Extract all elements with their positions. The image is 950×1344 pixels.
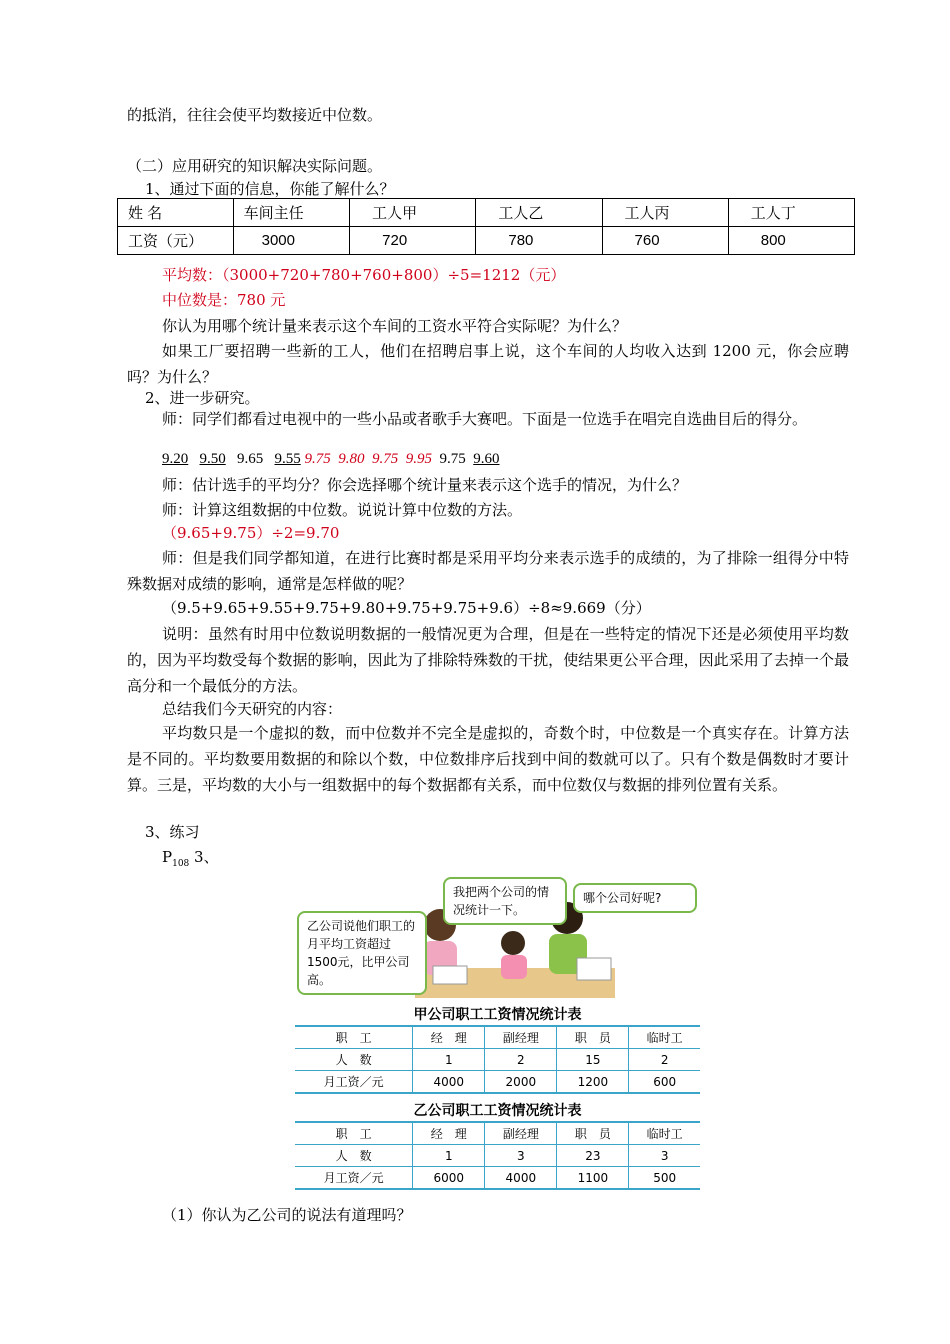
score-item: 9.75 <box>372 451 399 467</box>
teacher-line-2: 师：估计选手的平均分？你会选择哪个统计量来表示这个选手的情况，为什么？ <box>162 476 688 494</box>
question-2: 如果工厂要招聘一些新的工人，他们在招聘启事上说，这个车间的人均收入达到 1200 元，你会应聘吗？为什么？ <box>127 342 849 386</box>
table-a-title: 甲公司职工工资情况统计表 <box>413 1007 582 1023</box>
score-item: 9.95 <box>405 451 432 467</box>
table-b-title: 乙公司职工工资情况统计表 <box>413 1103 582 1119</box>
summary-body: 平均数只是一个虚拟的数，而中位数并不完全是虚拟的，奇数个时，中位数是一个真实存在。计算方法是不同的。平均数要用数据的和除以个数，中位数排序后找到中间的数就可以了。只有个数是偶数时才要计算。三是，平均数的大小与一组数据中的每个数据都有关系，而中位数仅与数据的排列位置有关系。 <box>127 724 849 794</box>
section-heading: （二）应用研究的知识解决实际问题。 <box>127 157 383 175</box>
score-item: 9.50 <box>199 451 226 467</box>
score-item: 9.75 <box>439 451 466 467</box>
text-line: 的抵消，往往会使平均数接近中位数。 <box>127 106 383 124</box>
company-b-table <box>295 1121 700 1190</box>
score-list <box>162 446 884 472</box>
average-result: 平均数：（3000+720+780+760+800）÷5=1212（元） <box>162 266 566 284</box>
score-item: 9.60 <box>473 451 500 467</box>
practice-heading: 3、练习 <box>145 823 200 841</box>
question-1: 你认为用哪个统计量来表示这个车间的工资水平符合实际呢？为什么？ <box>162 317 628 335</box>
page-reference: $P_{108}$ 3、 <box>162 848 219 869</box>
speech-bubble-middle: 我把两个公司的情况统计一下。 <box>443 877 567 925</box>
table-row: 职 工 经 理 副经理 职 员 临时工 <box>295 1122 700 1145</box>
table-row: 姓 名 车间主任 工人甲 工人乙 工人丙 工人丁 <box>118 199 855 227</box>
teacher-line-1: 师：同学们都看过电视中的一些小品或者歌手大赛吧。下面是一位选手在唱完自选曲目后的得分。 <box>162 410 808 428</box>
speech-bubble-right: 哪个公司好呢? <box>573 883 697 913</box>
score-item: 9.55 <box>274 451 301 467</box>
task-heading: 1、通过下面的信息，你能了解什么？ <box>145 180 395 198</box>
wage-table <box>117 198 855 255</box>
table-row: 月工资／元 6000 4000 1100 500 <box>295 1167 700 1190</box>
textbook-illustration <box>295 873 700 1188</box>
final-question: （1）你认为乙公司的说法有道理吗？ <box>162 1206 412 1224</box>
summary-heading: 总结我们今天研究的内容： <box>162 700 343 718</box>
median-result: 中位数是：780 元 <box>162 291 286 309</box>
explanation: 说明：虽然有时用中位数说明数据的一般情况更为合理，但是在一些特定的情况下还是必须使用平均数的，因为平均数受每个数据的影响，因此为了排除特殊数的干扰，使结果更公平合理，因此采用了去掉一个最高分和一个最低分的方法。 <box>127 625 849 695</box>
score-item: 9.80 <box>338 451 365 467</box>
table-row: 工资（元） 3000 720 780 760 800 <box>118 227 855 255</box>
table-row: 人 数 1 3 23 3 <box>295 1145 700 1167</box>
median-calc: （9.65+9.75）÷2=9.70 <box>162 524 340 542</box>
table-row: 人 数 1 2 15 2 <box>295 1049 700 1071</box>
speech-bubble-left: 乙公司说他们职工的月平均工资超过1500元，比甲公司高。 <box>297 911 427 995</box>
score-item: 9.65 <box>237 451 264 467</box>
teacher-line-4: 师：但是我们同学都知道，在进行比赛时都是采用平均分来表示选手的成绩的，为了排除一组得分中特殊数据对成绩的影响，通常是怎样做的呢？ <box>127 549 849 593</box>
table-row: 职 工 经 理 副经理 职 员 临时工 <box>295 1026 700 1049</box>
company-a-table <box>295 1025 700 1094</box>
score-item: 9.20 <box>162 451 189 467</box>
score-item: 9.75 <box>304 451 331 467</box>
trimmed-mean-formula: （9.5+9.65+9.55+9.75+9.80+9.75+9.75+9.6）÷8≈9.669（分） <box>162 599 651 617</box>
table-row: 月工资／元 4000 2000 1200 600 <box>295 1071 700 1094</box>
teacher-line-3: 师：计算这组数据的中位数。说说计算中位数的方法。 <box>162 501 523 519</box>
task-heading-2: 2、进一步研究。 <box>145 389 260 407</box>
